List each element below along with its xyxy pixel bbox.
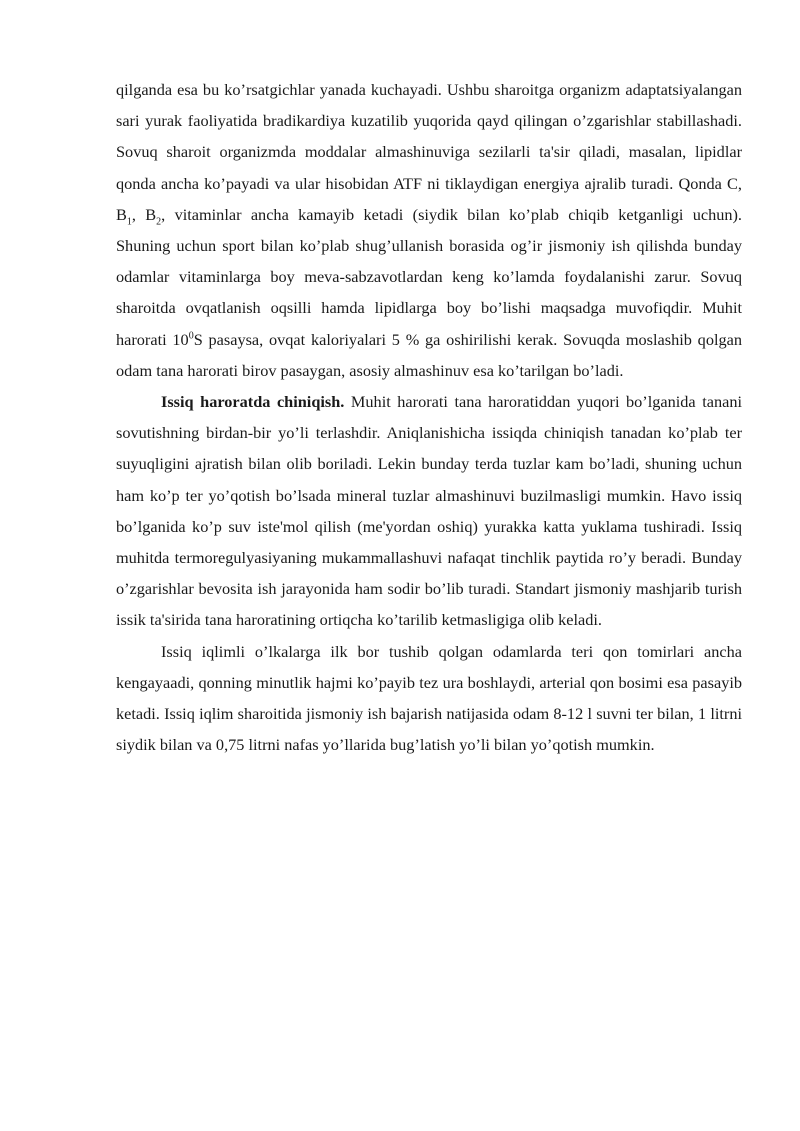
paragraph-text: Muhit harorati tana haroratiddan yuqori bo’lganida tanani sovutishning birdan-bir yo’li terlashdir. Aniqlanishicha issiqda chiniqish tanadan ko’plab ter suyuqligini ajratish bilan olib boriladi. Lekin bunday terda tuzlar kam bo’ladi, shuning uchun ham ko’p ter yo’qotish bo’lsada mineral tuzlar almashinuvi buzilmasligi mumkin. Havo issiq bo’lganida ko’p suv iste'mol qilish (me'yordan oshiq) yurakka katta yuklama tushiradi. Issiq muhitda termoregulyasiyaning mukammallashuvi nafaqat tinchlik paytida ro’y beradi. Bunday o’zgarishlar bevosita ish jarayonida ham sodir bo’lib turadi. Standart jismoniy mashjarib turish issik ta'sirida tana haroratining ortiqcha ko’tarilib ketmasligiga olib keladi. bbox=[116, 392, 742, 630]
paragraph-text: , B bbox=[131, 204, 157, 224]
paragraph-text: Issiq iqlimli o’lkalarga ilk bor tushib qolgan odamlarda teri qon tomirlari ancha kengayaadi, qonning minutlik hajmi ko’payib tez ura boshlaydi, arterial qon bosimi esa pasayib ketadi. Issiq iqlim sharoitida jismoniy ish bajarish natijasida odam 8-12 l suvni ter bilan, 1 litrni siydik bilan va 0,75 litrni nafas yo’llarida bug’latish yo’li bilan yo’qotish mumkin. bbox=[116, 641, 742, 755]
text-body bbox=[116, 74, 742, 760]
subscript: 2 bbox=[156, 216, 162, 228]
paragraph-text: qilganda esa bu ko’rsatgichlar yanada kuchayadi. Ushbu sharoitga organizm adaptatsiyalangan sari yurak faoliyatida bradikardiya kuzatilib yuqorida qayd qilingan o’zgarishlar stabillashadi. Sovuq sharoit organizmda moddalar almashinuviga sezilarli ta'sir qiladi, masalan, lipidlar qonda ancha ko’payadi va ular hisobidan ATF ni tiklaydigan energiya ajralib turadi. Qonda C, B bbox=[116, 80, 742, 224]
paragraph-hot-climate bbox=[116, 636, 742, 761]
subscript: 1 bbox=[126, 216, 132, 228]
paragraph-text: , vitaminlar ancha kamayib ketadi (siydik bilan ko’plab chiqib ketganligi uchun). Shuning uchun sport bilan ko’plab shug’ullanish borasida og’ir jismoniy ish qilishda bunday odamlar vitaminlarga boy meva-sabzavotlardan keng ko’lamda foydalanishi zarur. Sovuq sharoitda ovqatlanish oqsilli hamda lipidlarga boy bo’lishi maqsadga muvofiqdir. Muhit harorati 10 bbox=[116, 204, 742, 349]
superscript: 0 bbox=[188, 330, 194, 342]
paragraph-cold-adaptation bbox=[116, 74, 742, 386]
section-heading: Issiq haroratda chiniqish. bbox=[161, 392, 345, 412]
paragraph-text: S pasaysa, ovqat kaloriyalari 5 % ga oshirilishi kerak. Sovuqda moslashib qolgan odam tana harorati birov pasaygan, asosiy almashinuv esa ko’tarilgan bo’ladi. bbox=[116, 329, 742, 380]
paragraph-heat-training bbox=[116, 386, 742, 636]
